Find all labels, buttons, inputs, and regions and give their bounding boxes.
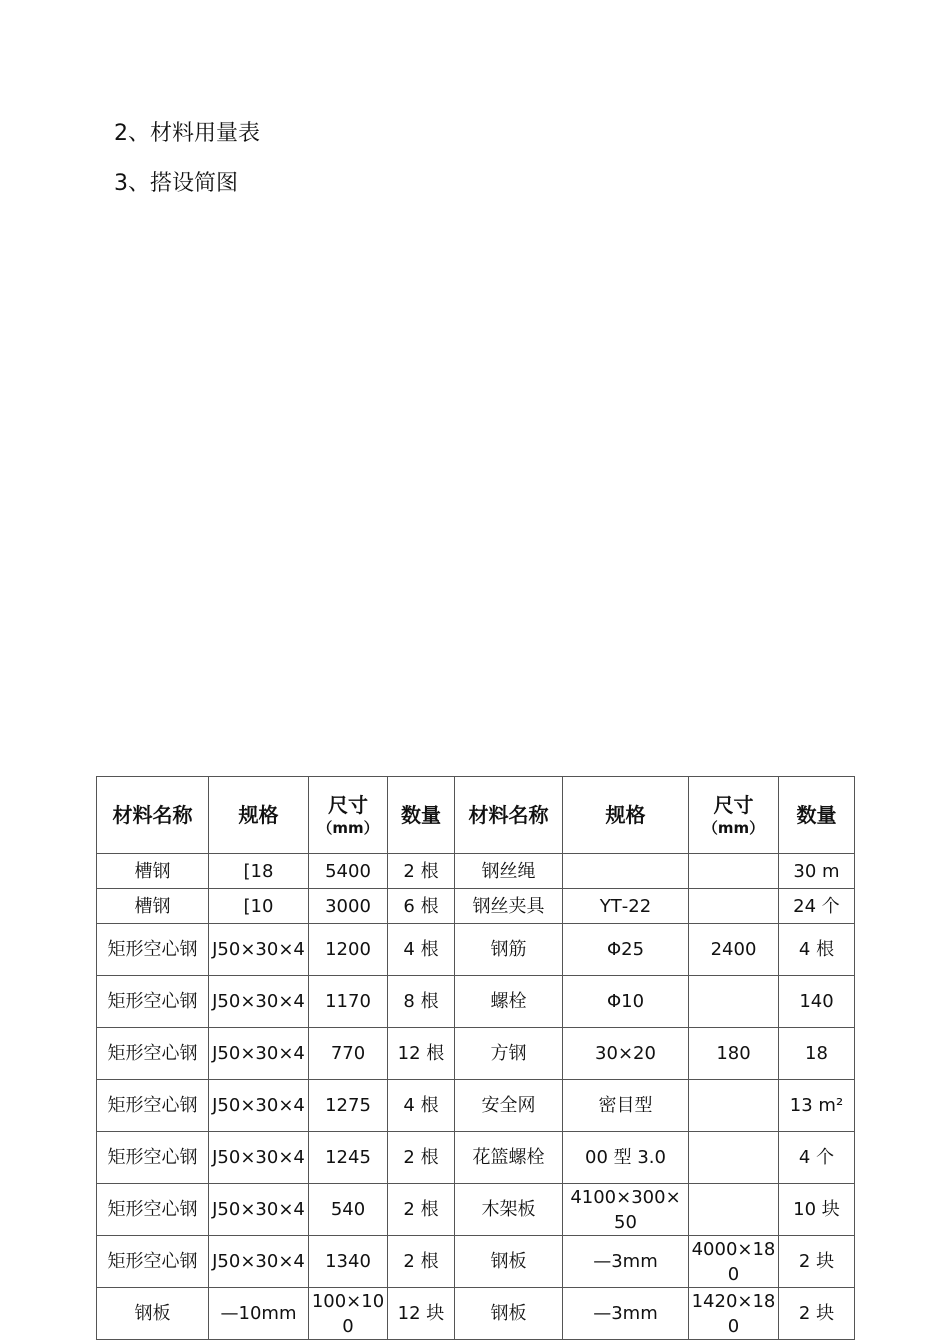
cell-spec: J50×30×4 (209, 1132, 309, 1184)
cell-size: 540 (309, 1184, 388, 1236)
cell-spec: J50×30×4 (209, 924, 309, 976)
cell-quantity-2: 24 个 (779, 889, 855, 924)
table-row (97, 889, 855, 924)
header-size-label: 尺寸 (328, 793, 368, 817)
table-row (97, 976, 855, 1028)
cell-material-name-2: 钢板 (455, 1236, 563, 1288)
header-size-2 (689, 777, 779, 854)
cell-quantity-2: 4 个 (779, 1132, 855, 1184)
cell-material-name-2: 花篮螺栓 (455, 1132, 563, 1184)
cell-quantity: 6 根 (388, 889, 455, 924)
table-row (97, 1184, 855, 1236)
cell-size-2 (689, 1080, 779, 1132)
cell-size: 770 (309, 1028, 388, 1080)
cell-quantity: 2 根 (388, 854, 455, 889)
cell-spec-2: —3mm (563, 1288, 689, 1340)
header-material-name-2: 材料名称 (455, 777, 563, 854)
cell-material-name: 钢板 (97, 1288, 209, 1340)
cell-quantity: 2 根 (388, 1236, 455, 1288)
header-size-unit: （mm） (317, 819, 379, 837)
table-row (97, 1132, 855, 1184)
header-spec-2: 规格 (563, 777, 689, 854)
cell-material-name-2: 安全网 (455, 1080, 563, 1132)
cell-size: 1275 (309, 1080, 388, 1132)
cell-spec-2: 30×20 (563, 1028, 689, 1080)
cell-quantity: 2 根 (388, 1184, 455, 1236)
cell-spec-2: 00 型 3.0 (563, 1132, 689, 1184)
cell-spec: J50×30×4 (209, 1080, 309, 1132)
table-row (97, 1080, 855, 1132)
cell-size-2: 1420×180 (689, 1288, 779, 1340)
cell-material-name-2: 钢板 (455, 1288, 563, 1340)
table-row (97, 1236, 855, 1288)
cell-size-2 (689, 889, 779, 924)
cell-quantity: 8 根 (388, 976, 455, 1028)
section-heading-material-table: 2、材料用量表 (114, 121, 260, 146)
cell-size-2 (689, 976, 779, 1028)
table-row (97, 924, 855, 976)
cell-size-2 (689, 1184, 779, 1236)
header-material-name: 材料名称 (97, 777, 209, 854)
header-size (309, 777, 388, 854)
cell-spec: J50×30×4 (209, 1236, 309, 1288)
cell-size: 3000 (309, 889, 388, 924)
cell-size-2 (689, 854, 779, 889)
cell-material-name-2: 螺栓 (455, 976, 563, 1028)
material-quantity-table (96, 776, 855, 1340)
cell-size: 1170 (309, 976, 388, 1028)
cell-material-name: 槽钢 (97, 854, 209, 889)
cell-material-name: 矩形空心钢 (97, 1184, 209, 1236)
cell-material-name: 矩形空心钢 (97, 976, 209, 1028)
cell-material-name-2: 方钢 (455, 1028, 563, 1080)
cell-material-name-2: 钢丝夹具 (455, 889, 563, 924)
cell-material-name: 矩形空心钢 (97, 924, 209, 976)
cell-spec: J50×30×4 (209, 976, 309, 1028)
cell-spec-2: 密目型 (563, 1080, 689, 1132)
cell-quantity: 2 根 (388, 1132, 455, 1184)
header-quantity-2: 数量 (779, 777, 855, 854)
cell-material-name: 矩形空心钢 (97, 1028, 209, 1080)
cell-size-2 (689, 1132, 779, 1184)
cell-spec-2 (563, 854, 689, 889)
table-row (97, 854, 855, 889)
cell-quantity-2: 2 块 (779, 1288, 855, 1340)
cell-quantity: 12 块 (388, 1288, 455, 1340)
cell-size: 1245 (309, 1132, 388, 1184)
cell-size-2: 180 (689, 1028, 779, 1080)
cell-material-name: 槽钢 (97, 889, 209, 924)
cell-quantity: 4 根 (388, 924, 455, 976)
header-size-label-2: 尺寸 (713, 793, 754, 817)
cell-material-name-2: 钢丝绳 (455, 854, 563, 889)
cell-material-name-2: 木架板 (455, 1184, 563, 1236)
cell-quantity-2: 18 (779, 1028, 855, 1080)
cell-material-name: 矩形空心钢 (97, 1080, 209, 1132)
header-size-unit-2: （mm） (702, 819, 765, 837)
section-heading-setup-diagram: 3、搭设简图 (114, 171, 238, 196)
cell-quantity-2: 2 块 (779, 1236, 855, 1288)
cell-quantity: 4 根 (388, 1080, 455, 1132)
cell-size-2: 4000×180 (689, 1236, 779, 1288)
cell-quantity-2: 140 (779, 976, 855, 1028)
cell-material-name: 矩形空心钢 (97, 1132, 209, 1184)
cell-quantity-2: 10 块 (779, 1184, 855, 1236)
cell-quantity-2: 4 根 (779, 924, 855, 976)
cell-quantity-2: 13 m² (779, 1080, 855, 1132)
header-quantity: 数量 (388, 777, 455, 854)
cell-spec: J50×30×4 (209, 1028, 309, 1080)
cell-spec: [10 (209, 889, 309, 924)
cell-spec-2: Φ25 (563, 924, 689, 976)
cell-spec-2: —3mm (563, 1236, 689, 1288)
cell-quantity-2: 30 m (779, 854, 855, 889)
table-row (97, 1288, 855, 1340)
cell-size-2: 2400 (689, 924, 779, 976)
cell-spec: J50×30×4 (209, 1184, 309, 1236)
cell-material-name-2: 钢筋 (455, 924, 563, 976)
cell-size: 1200 (309, 924, 388, 976)
cell-spec-2: Φ10 (563, 976, 689, 1028)
cell-material-name: 矩形空心钢 (97, 1236, 209, 1288)
cell-quantity: 12 根 (388, 1028, 455, 1080)
cell-size: 5400 (309, 854, 388, 889)
cell-size: 100×100 (309, 1288, 388, 1340)
cell-spec-2: 4100×300×50 (563, 1184, 689, 1236)
table-header-row (97, 777, 855, 854)
cell-size: 1340 (309, 1236, 388, 1288)
header-spec: 规格 (209, 777, 309, 854)
cell-spec: —10mm (209, 1288, 309, 1340)
cell-spec-2: YT‐22 (563, 889, 689, 924)
table-row (97, 1028, 855, 1080)
cell-spec: [18 (209, 854, 309, 889)
